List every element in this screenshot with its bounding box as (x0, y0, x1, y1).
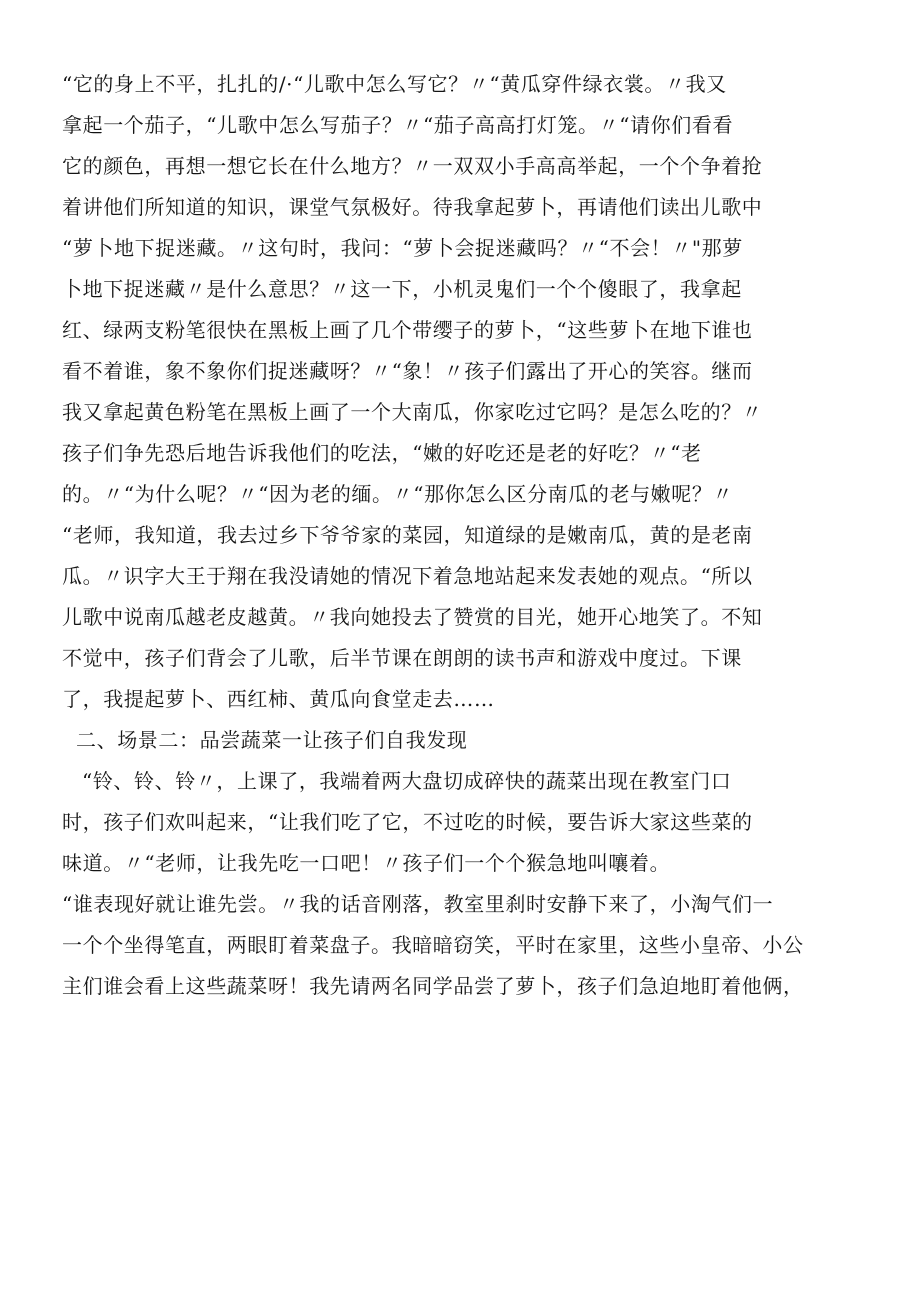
text-line-22: 一个个坐得笔直，两眼盯着菜盘子。我暗暗窃笑，平时在家里，这些小皇帝、小公 (62, 933, 804, 957)
text-line-19: 时，孩子们欢叫起来，“让我们吃了它，不过吃的时候，要告诉大家这些菜的 (62, 810, 753, 834)
text-line-14: 儿歌中说南瓜越老皮越黄。〃我向她投去了赞赏的目光，她开心地笑了。不知 (62, 605, 763, 629)
text-line-3: 它的颜色，再想一想它长在什么地方？〃一双双小手高高举起，一个个争着抢 (62, 154, 763, 178)
text-line-10: 孩子们争先恐后地告诉我他们的吃法，“嫩的好吃还是老的好吃？〃“老 (62, 441, 702, 465)
text-line-20: 味道。〃“老师，让我先吃一口吧！〃孩子们一个个猴急地叫嚷着。 (62, 851, 671, 875)
text-line-1: “它的身上不平，扎扎的/·“儿歌中怎么写它？〃“黄瓜穿件绿衣裳。〃我又 (62, 72, 727, 96)
text-line-13: 瓜。〃识字大王于翔在我没请她的情况下着急地站起来发表她的观点。“所以 (62, 564, 753, 588)
text-line-15: 不觉中，孩子们背会了儿歌，后半节课在朗朗的读书声和游戏中度过。下课 (62, 646, 742, 670)
text-line-6: 卜地下捉迷藏〃是什么意思？〃这一下，小机灵鬼们一个个傻眼了，我拿起 (62, 277, 742, 301)
text-line-11: 的。〃“为什么呢？〃“因为老的缅。〃“那你怎么区分南瓜的老与嫩呢？〃 (62, 482, 734, 506)
text-line-16: 了，我提起萝卜、西红柿、黄瓜向食堂走去…… (62, 687, 495, 711)
text-line-7: 红、绿两支粉笔很快在黑板上画了几个带缨子的萝卜，“这些萝卜在地下谁也 (62, 318, 753, 342)
text-line-21: “谁表现好就让谁先尝。〃我的话音刚落，教室里刹时安静下来了，小淘气们一 (62, 892, 774, 916)
text-line-23: 主们谁会看上这些蔬菜呀！我先请两名同学品尝了萝卜，孩子们急迫地盯着他俩， (62, 974, 804, 998)
text-line-12: “老师，我知道，我去过乡下爷爷家的菜园，知道绿的是嫩南瓜，黄的是老南 (62, 523, 753, 547)
text-line-2: 拿起一个茄子，“儿歌中怎么写茄子？〃“茄子高高打灯笼。〃“请你们看看 (62, 113, 734, 137)
text-line-5: “萝卜地下捉迷藏。〃这句时，我问：“萝卜会捉迷藏吗？〃“不会！〃"那萝 (62, 236, 743, 260)
text-line-9: 我又拿起黄色粉笔在黑板上画了一个大南瓜，你家吃过它吗？是怎么吃的？〃 (62, 400, 763, 424)
text-line-8: 看不着谁，象不象你们捉迷藏呀？〃“象！〃孩子们露出了开心的笑容。继而 (62, 359, 753, 383)
text-line-18: “铃、铃、铃〃，上课了，我端着两大盘切成碎快的蔬菜出现在教室门口 (82, 769, 732, 793)
section-heading: 二、场景二：品尝蔬菜一让孩子们自我发现 (76, 728, 468, 752)
text-line-4: 着讲他们所知道的知识，课堂气氛极好。待我拿起萝卜，再请他们读出儿歌中 (62, 195, 763, 219)
